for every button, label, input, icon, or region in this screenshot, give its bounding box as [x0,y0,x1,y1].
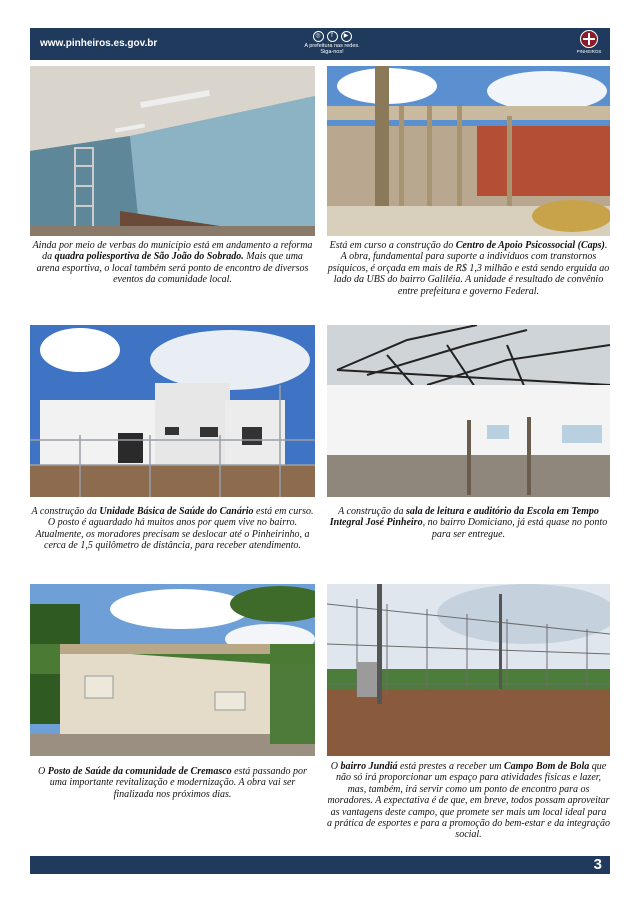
seal-icon [580,30,598,48]
caption-ubs-canario: A construção da Unidade Básica de Saúde do Canário está em curso. O posto é aguardado há muitos anos por quem vive no bairro. Atualmente, os moradores precisam se deslocar até o Pinheirinho, a cerca de 1,5 quilômetro de distância, para receber atendimento. [31,506,314,552]
social-text-1: A prefeitura nas redes. [304,43,360,49]
caption-quadra: Ainda por meio de verbas do município está em andamento a reforma da quadra poliesportiva de São João do Sobrado. Mais que uma arena esportiva, o local também será ponto de encontro de diversos eventos da comunidade local. [32,240,313,286]
site-url[interactable]: www.pinheiros.es.gov.br [40,38,158,49]
photo-jundia [327,584,610,756]
youtube-icon[interactable]: ▶ [341,31,352,42]
social-block [292,31,372,55]
city-logo [576,30,602,54]
header-bar [30,28,610,60]
photo-ubs-canario [30,325,315,497]
caption-jundia: O bairro Jundiá está prestes a receber um Campo Bom de Bola que não só irá proporcionar um espaço para atividades físicas e lazer, mas, também, irá servir como um ponto de encontro para os moradores. A expectativa é de que, em breve, todos possam aproveitar as vantagens deste campo, que promete ser mais um local ideal para a prática de esportes e para a promoção do bem-estar e da integração social. [327,761,610,841]
facebook-icon[interactable]: f [327,31,338,42]
page-number: 3 [593,856,602,873]
social-text-2: Siga-nos! [320,49,344,55]
caption-caps: Está em curso a construção do Centro de Apoio Psicossocial (Caps). A obra, fundamental para suporte a indivíduos com transtornos psíquicos, é orçada em mais de R$ 1,3 milhão e está sendo erguida ao lado da UBS do bairro Galiléia. A unidade é resultado de convênio entre prefeitura e governo Federal. [327,240,610,297]
footer-bar [30,856,610,874]
photo-caps [327,66,610,236]
photo-quadra [30,66,315,236]
instagram-icon[interactable]: ◎ [313,31,324,42]
photo-cremasco [30,584,315,756]
logo-text: PINHEIROS [576,49,602,54]
caption-auditorio: A construção da sala de leitura e auditório da Escola em Tempo Integral José Pinheiro, no bairro Domiciano, já está quase no ponto para ser entregue. [329,506,608,540]
caption-cremasco: O Posto de Saúde da comunidade de Cremasco está passando por uma importante revitalização e modernização. A obra vai ser finalizada nos próximos dias. [38,766,307,800]
photo-auditorio [327,325,610,497]
